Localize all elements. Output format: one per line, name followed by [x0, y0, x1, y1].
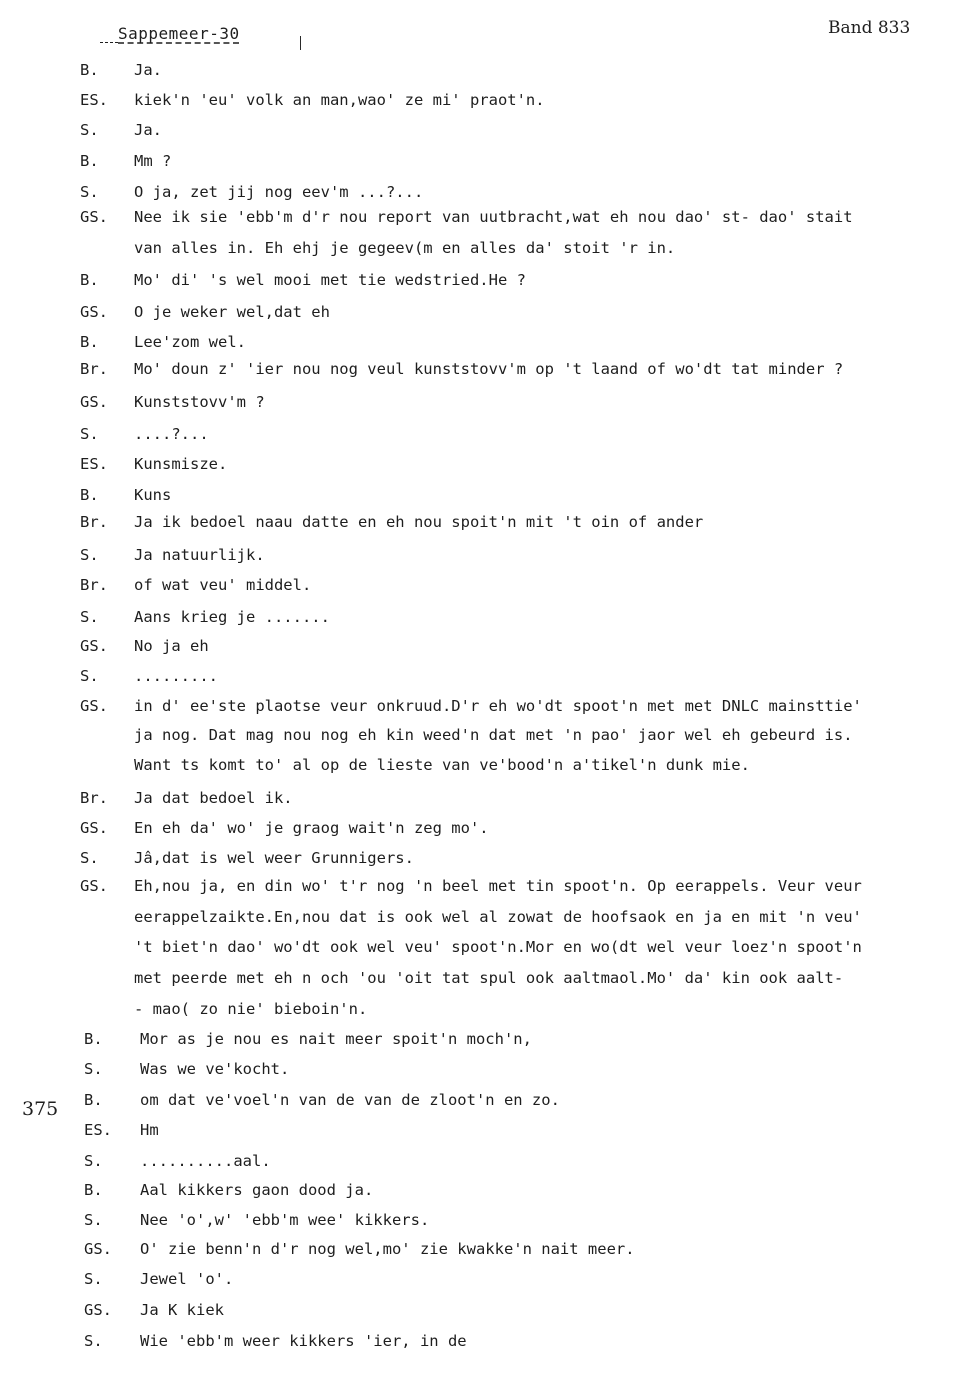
transcript-line — [0, 753, 973, 777]
utterance-text: Kunsmisze. — [134, 455, 228, 473]
transcript-line — [0, 1057, 973, 1081]
transcript-line — [0, 786, 973, 810]
speaker-label: ES. — [84, 1121, 112, 1139]
utterance-text: Ja. — [134, 121, 162, 139]
speaker-label: B. — [84, 1181, 103, 1199]
transcript-line — [0, 605, 973, 629]
speaker-label: Br. — [80, 513, 108, 531]
transcript-line — [0, 723, 973, 747]
speaker-label: Br. — [80, 789, 108, 807]
transcript-line — [0, 573, 973, 597]
utterance-text: Kuns — [134, 486, 172, 504]
utterance-text: Nee ik sie 'ebb'm d'r nou report van uutbracht,wat eh nou dao' st- dao' stait — [134, 208, 853, 226]
speaker-label: GS. — [80, 393, 108, 411]
transcript-line — [0, 1208, 973, 1232]
utterance-text: Eh,nou ja, en din wo' t'r nog 'n beel met tin spoot'n. Op eerappels. Veur veur — [134, 877, 862, 895]
speaker-label: S. — [80, 546, 99, 564]
transcript-line — [0, 664, 973, 688]
utterance-text: O ja, zet jij nog eev'm ...?... — [134, 183, 424, 201]
speaker-label: S. — [80, 425, 99, 443]
speaker-label: S. — [84, 1060, 103, 1078]
transcript-line — [0, 874, 973, 898]
speaker-label: GS. — [80, 877, 108, 895]
speaker-label: GS. — [80, 637, 108, 655]
transcript-line — [0, 1267, 973, 1291]
speaker-label: S. — [84, 1332, 103, 1350]
header-dash — [100, 42, 118, 43]
utterance-text: Wie 'ebb'm weer kikkers 'ier, in de — [140, 1332, 467, 1350]
speaker-label: B. — [80, 271, 99, 289]
transcript-line — [0, 300, 973, 324]
speaker-label: GS. — [80, 697, 108, 715]
speaker-label: B. — [80, 333, 99, 351]
transcript-line — [0, 846, 973, 870]
utterance-text: Nee 'o',w' 'ebb'm wee' kikkers. — [140, 1211, 430, 1229]
header-bar — [300, 36, 301, 50]
utterance-text: Ja natuurlijk. — [134, 546, 265, 564]
utterance-text: van alles in. Eh ehj je gegeev(m en alles da' stoit 'r in. — [134, 239, 676, 257]
utterance-text: ....?... — [134, 425, 209, 443]
transcript-line — [0, 118, 973, 142]
speaker-label: B. — [84, 1091, 103, 1109]
utterance-text: Mor as je nou es nait meer spoit'n moch'n, — [140, 1030, 532, 1048]
utterance-text: Jewel 'o'. — [140, 1270, 234, 1288]
transcript-line — [0, 694, 973, 718]
utterance-text: No ja eh — [134, 637, 209, 655]
transcript-line — [0, 205, 973, 229]
utterance-text: in d' ee'ste plaotse veur onkruud.D'r eh wo'dt spoot'n met met DNLC mainsttie' — [134, 697, 862, 715]
utterance-text: Kunststovv'm ? — [134, 393, 265, 411]
transcript-line — [0, 88, 973, 112]
speaker-label: S. — [84, 1211, 103, 1229]
speaker-label: ES. — [80, 91, 108, 109]
utterance-text: kiek'n 'eu' volk an man,wao' ze mi' praot'n. — [134, 91, 545, 109]
utterance-text: Mo' doun z' 'ier nou nog veul kunststovv'm op 't laand of wo'dt tat minder ? — [134, 360, 844, 378]
utterance-text: 't biet'n dao' wo'dt ook wel veu' spoot'n.Mor en wo(dt wel veur loez'n spoot'n — [134, 938, 862, 956]
utterance-text: om dat ve'voel'n van de van de zloot'n en zo. — [140, 1091, 560, 1109]
utterance-text: - mao( zo nie' bieboin'n. — [134, 1000, 368, 1018]
header-title: Sappemeer-30 — [118, 24, 240, 43]
utterance-text: En eh da' wo' je graog wait'n zeg mo'. — [134, 819, 489, 837]
transcript-line — [0, 1149, 973, 1173]
transcript-line — [0, 1118, 973, 1142]
speaker-label: Br. — [80, 576, 108, 594]
speaker-label: S. — [80, 849, 99, 867]
transcript-line — [0, 357, 973, 381]
speaker-label: ES. — [80, 455, 108, 473]
transcript-line — [0, 510, 973, 534]
utterance-text: Was we ve'kocht. — [140, 1060, 290, 1078]
speaker-label: S. — [80, 183, 99, 201]
transcript-line — [0, 330, 973, 354]
utterance-text: Want ts komt to' al op de lieste van ve'bood'n a'tikel'n dunk mie. — [134, 756, 750, 774]
utterance-text: Mm ? — [134, 152, 172, 170]
transcript-line — [0, 1329, 973, 1353]
transcript-line — [0, 180, 973, 204]
utterance-text: Aal kikkers gaon dood ja. — [140, 1181, 374, 1199]
utterance-text: Aans krieg je ....... — [134, 608, 330, 626]
transcript-line — [0, 634, 973, 658]
margin-number: 375 — [22, 1098, 59, 1120]
speaker-label: S. — [80, 121, 99, 139]
transcript-line — [0, 58, 973, 82]
transcript-line — [0, 997, 973, 1021]
speaker-label: GS. — [80, 208, 108, 226]
transcript-line — [0, 268, 973, 292]
utterance-text: O je weker wel,dat eh — [134, 303, 330, 321]
transcript-line — [0, 543, 973, 567]
transcript-line — [0, 236, 973, 260]
speaker-label: GS. — [80, 819, 108, 837]
speaker-label: B. — [80, 61, 99, 79]
transcript-line — [0, 1027, 973, 1051]
speaker-label: GS. — [84, 1301, 112, 1319]
utterance-text: of wat veu' middel. — [134, 576, 312, 594]
utterance-text: Ja dat bedoel ik. — [134, 789, 293, 807]
utterance-text: Mo' di' 's wel mooi met tie wedstried.He ? — [134, 271, 526, 289]
transcript-line — [0, 905, 973, 929]
speaker-label: B. — [84, 1030, 103, 1048]
band-number: Band 833 — [828, 18, 911, 38]
utterance-text: ja nog. Dat mag nou nog eh kin weed'n dat met 'n pao' jaor wel eh gebeurd is. — [134, 726, 853, 744]
speaker-label: S. — [84, 1270, 103, 1288]
utterance-text: met peerde met eh n och 'ou 'oit tat spul ook aaltmaol.Mo' da' kin ook aalt- — [134, 969, 844, 987]
speaker-label: Br. — [80, 360, 108, 378]
speaker-label: S. — [84, 1152, 103, 1170]
transcript-line — [0, 935, 973, 959]
transcript-line — [0, 1178, 973, 1202]
transcript-line — [0, 422, 973, 446]
utterance-text: Lee'zom wel. — [134, 333, 246, 351]
utterance-text: Ja ik bedoel naau datte en eh nou spoit'n mit 't oin of ander — [134, 513, 704, 531]
transcript-line — [0, 1237, 973, 1261]
transcript-line — [0, 816, 973, 840]
speaker-label: B. — [80, 152, 99, 170]
transcript-line — [0, 390, 973, 414]
transcript-line — [0, 966, 973, 990]
utterance-text: eerappelzaikte.En,nou dat is ook wel al zowat de hoofsaok en ja en mit 'n veu' — [134, 908, 862, 926]
utterance-text: Hm — [140, 1121, 159, 1139]
utterance-text: Jâ,dat is wel weer Grunnigers. — [134, 849, 414, 867]
speaker-label: S. — [80, 667, 99, 685]
transcript-line — [0, 452, 973, 476]
utterance-text: ..........aal. — [140, 1152, 271, 1170]
transcript-line — [0, 1298, 973, 1322]
speaker-label: B. — [80, 486, 99, 504]
utterance-text: O' zie benn'n d'r nog wel,mo' zie kwakke'n nait meer. — [140, 1240, 635, 1258]
transcript-line — [0, 483, 973, 507]
transcript-line — [0, 1088, 973, 1112]
transcript-line — [0, 149, 973, 173]
utterance-text: ......... — [134, 667, 218, 685]
speaker-label: GS. — [84, 1240, 112, 1258]
speaker-label: S. — [80, 608, 99, 626]
utterance-text: Ja. — [134, 61, 162, 79]
utterance-text: Ja K kiek — [140, 1301, 224, 1319]
speaker-label: GS. — [80, 303, 108, 321]
